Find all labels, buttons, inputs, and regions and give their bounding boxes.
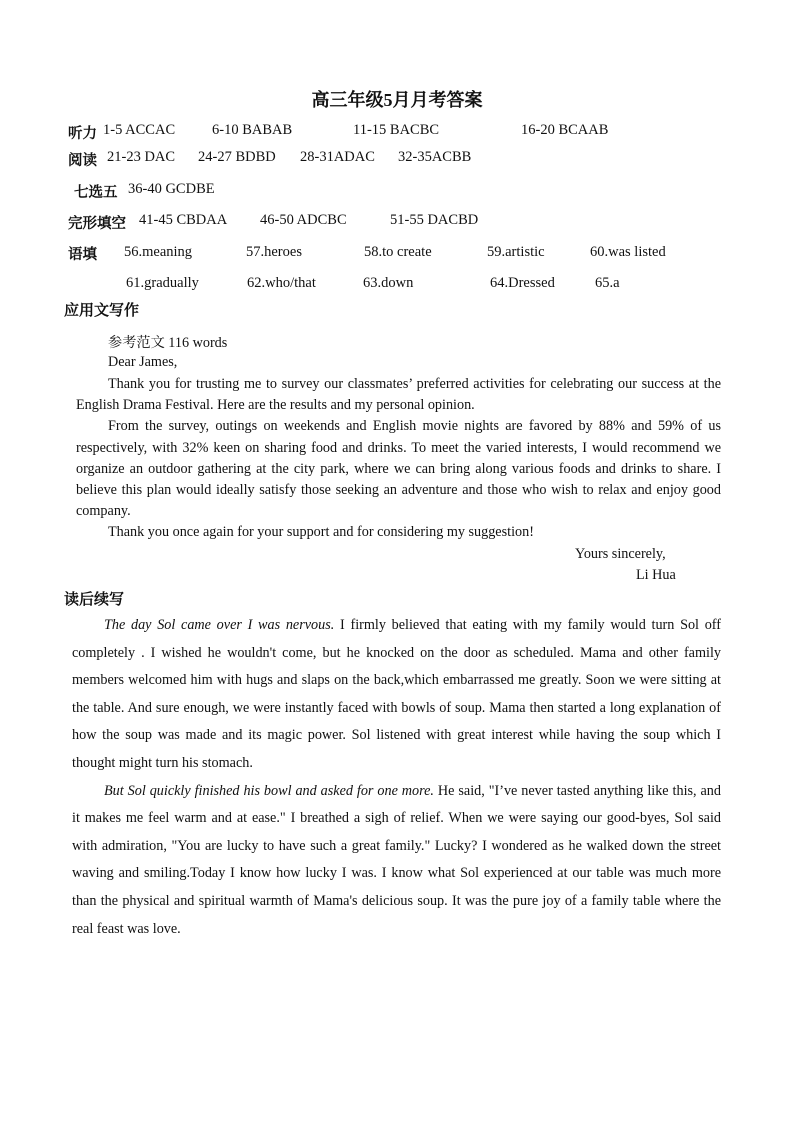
reading-answer-1: 21-23 DAC <box>107 149 176 165</box>
paragraph-lead-sentence: The day Sol came over I was nervous. <box>104 617 335 633</box>
grammar-fill-answer: 63.down <box>363 275 414 291</box>
cloze-label: 完形填空 <box>68 216 126 232</box>
listening-answer-3: 11-15 BACBC <box>353 122 440 138</box>
continuation-writing-heading: 读后续写 <box>64 592 125 608</box>
grammar-fill-answer: 61.gradually <box>126 275 199 291</box>
listening-answer-1: 1-5 ACCAC <box>103 122 176 138</box>
grammar-fill-answer: 65.a <box>595 275 620 291</box>
listening-label: 听力 <box>68 126 97 142</box>
reading-answer-3: 28-31ADAC <box>300 149 375 165</box>
grammar-fill-answer: 59.artistic <box>487 244 545 260</box>
grammar-fill-answer: 64.Dressed <box>490 275 555 291</box>
reading-answer-4: 32-35ACBB <box>398 149 472 165</box>
continuation-paragraph <box>72 612 721 778</box>
letter-signature: Li Hua <box>636 567 676 583</box>
paragraph-lead-sentence: But Sol quickly finished his bowl and asked for one more. <box>104 782 434 799</box>
letter-closing: Yours sincerely, <box>575 546 666 562</box>
grammar-fill-label: 语填 <box>68 247 97 263</box>
paragraph-body: He said, "I’ve never tasted anything like this, and it makes me feel warm and at ease." I breathed a sigh of relief. When we were saying our good-byes, Sol said with admiration, "You are lucky to have such a great family." Lucky? I wondered as he walked down the street waving and smiling.Today I know how lucky I was. I know what Sol experienced at our table was much more than the physical and spiritual warmth of Mama's delicious soup. It was the pure joy of a family table where the real feast was love. <box>72 782 721 937</box>
sample-essay-label: 参考范文 116 words <box>108 335 228 351</box>
continuation-paragraph <box>72 778 721 944</box>
page-title: 高三年级5月月考答案 <box>311 90 483 110</box>
letter-body <box>76 374 721 544</box>
cloze-answer-3: 51-55 DACBD <box>390 212 479 228</box>
reading-answer-2: 24-27 BDBD <box>198 149 276 165</box>
listening-answer-2: 6-10 BABAB <box>212 122 293 138</box>
cloze-answer-2: 46-50 ADCBC <box>260 212 347 228</box>
listening-answer-4: 16-20 BCAAB <box>521 122 609 138</box>
letter-paragraph: From the survey, outings on weekends and English movie nights are favored by 88% and 59% of us respectively, with 32% keen on sharing food and drinks. To meet the varied interests, I would recommend we organize an outdoor gathering at the city park, where we can bring along various foods and drinks to share. I believe this plan would ideally satisfy those seeking an adventure and those who wish to relax and enjoy good company. <box>76 418 721 520</box>
continuation-essay <box>72 612 721 943</box>
seven-choose-five-answer: 36-40 GCDBE <box>128 181 215 197</box>
reading-label: 阅读 <box>68 153 97 169</box>
grammar-fill-answer: 57.heroes <box>246 244 302 260</box>
practical-writing-heading: 应用文写作 <box>64 303 140 319</box>
letter-paragraph: Thank you once again for your support and for considering my suggestion! <box>108 524 534 541</box>
seven-choose-five-label: 七选五 <box>74 185 118 201</box>
letter-greeting: Dear James, <box>108 354 178 370</box>
grammar-fill-answer: 62.who/that <box>247 275 316 291</box>
grammar-fill-answer: 60.was listed <box>590 244 666 260</box>
cloze-answer-1: 41-45 CBDAA <box>139 212 228 228</box>
grammar-fill-answer: 56.meaning <box>124 244 193 260</box>
letter-paragraph: Thank you for trusting me to survey our classmates’ preferred activities for celebrating our success at the English Drama Festival. Here are the results and my personal opinion. <box>76 376 721 414</box>
grammar-fill-answer: 58.to create <box>364 244 432 260</box>
paragraph-body: I firmly believed that eating with my family would turn Sol off completely . I wished he wouldn't come, but he knocked on the door as scheduled. Mama and other family members welcomed him with hugs and slaps on the back,which embarrassed me greatly. Soon we were sitting at the table. And sure enough, we were instantly faced with bowls of soup. Mama then started a long explanation of how the soup was made and its magic power. Sol listened with great interest while having the soup which I thought might turn his stomach. <box>72 617 721 771</box>
